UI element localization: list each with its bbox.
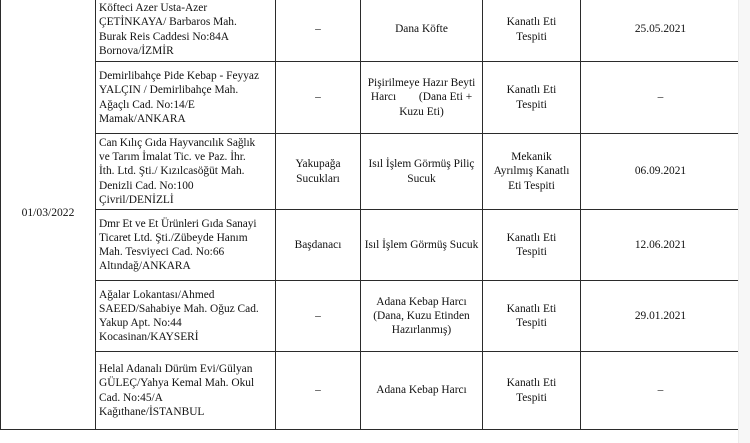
table-row [1,62,741,134]
firm-line: Denizli Cad. No:100 [99,179,194,192]
test-date-cell [581,352,741,430]
firm-line: Kocasinan/KAYSERİ [99,331,199,344]
table-row [1,0,741,62]
fault-cell [483,134,581,210]
brand-line: – [315,309,321,322]
firm-line: Kağıthane/İSTANBUL [99,405,205,418]
firm-cell [96,281,276,352]
product-line: Kuzu Eti) [399,105,444,118]
fault-line: Kanatlı Eti [506,84,557,97]
firm-line: İth. Ltd. Şti./ Kızılcasöğüt Mah. [99,165,245,178]
firm-line: Ticaret Ltd. Şti./Zübeyde Hanım [99,231,248,244]
fault-cell [483,0,581,62]
firm-cell [96,134,276,210]
firm-line: Yakup Apt. No:44 [99,317,182,329]
firm-line: GÜLEÇ/Yahya Kemal Mah. Okul [99,377,255,390]
fault-line: Tespiti [516,391,547,404]
fault-cell [483,210,581,281]
firm-line: Can Kılıç Gıda Hayvancılık Sağlık [99,136,256,149]
test-date-cell [581,62,741,134]
brand-line: – [315,23,321,36]
brand-cell [276,352,361,430]
product-line: Isıl İşlem Görmüş Piliç [368,158,475,171]
firm-line: Demirlibahçe Pide Kebap - Feyyaz [99,70,260,83]
fault-line: Kanatlı Eti [506,231,557,244]
firm-line: ÇETİNKAYA/ Barbaros Mah. [99,16,237,29]
fault-line: Kanatlı Eti [506,302,557,315]
brand-line: Başdanacı [294,238,342,251]
product-line: Harcı (Dana Eti + [370,91,473,104]
product-line: Hazırlanmış) [391,324,452,337]
fault-line: Tespiti [516,30,547,43]
fault-line: Tespiti [516,246,547,258]
firm-cell [96,62,276,134]
fault-line: Tespiti [516,317,547,329]
test-date-cell [581,210,741,281]
product-cell [361,352,483,430]
brand-cell [276,281,361,352]
brand-line: – [315,384,321,397]
firm-cell [96,0,276,62]
firm-line: Bornova/İZMİR [99,44,174,57]
viewer-edge [738,0,750,443]
firm-line: Helal Adanalı Dürüm Evi/Gülyan [99,363,253,376]
fault-line: Tespiti [516,98,547,111]
firm-cell [96,210,276,281]
table-row [1,281,741,352]
firm-line: Burak Reis Caddesi No:84A [99,30,230,43]
firm-cell [96,352,276,430]
test-date-cell [581,281,741,352]
fault-cell [483,62,581,134]
fault-line: Mekanik [511,151,552,164]
firm-line: ve Tarım İmalat Tic. ve Paz. İhr. [99,151,246,164]
product-line: Dana Köfte [395,23,448,36]
product-cell [361,210,483,281]
firm-line: Dmr Et ve Et Ürünleri Gıda Sanayi [99,217,257,230]
product-cell [361,62,483,134]
firm-line: Çivril/DENİZLİ [99,193,174,206]
brand-cell [276,62,361,134]
test-date: 12.06.2021 [634,238,687,251]
test-date: 25.05.2021 [634,23,687,36]
product-cell [361,134,483,210]
brand-cell [276,0,361,62]
test-date: 29.01.2021 [634,309,687,322]
brand-cell [276,134,361,210]
fault-cell [483,281,581,352]
table-row [1,134,741,210]
table-row [1,352,741,430]
fault-line: Kanatlı Eti [506,377,557,390]
firm-line: Ağalar Lokantası/Ahmed [99,288,215,301]
test-date: – [657,91,664,104]
date-value: 01/03/2022 [21,206,75,220]
product-line: Isıl İşlem Görmüş Sucuk [364,238,479,251]
test-date: – [657,384,664,397]
fault-line: Eti Tespiti [508,179,555,192]
table-row [1,210,741,281]
date-cell [1,0,96,430]
firm-line: Ağaçlı Cad. No:14/E [99,98,195,111]
firm-line: YALÇIN / Demirlibahçe Mah. [99,84,239,97]
product-line: Pişirilmeye Hazır Beyti [367,77,476,90]
test-date-cell [581,0,741,62]
test-date-cell [581,134,741,210]
firm-line: Mah. Tesviyeci Cad. No:66 [99,246,225,258]
fault-line: Kanatlı Eti [506,16,557,29]
firm-line: Mamak/ANKARA [99,112,186,125]
firm-line: Cad. No:45/A [99,391,163,404]
fault-cell [483,352,581,430]
product-line: Adana Kebap Harcı [376,384,467,397]
product-cell [361,0,483,62]
test-date: 06.09.2021 [634,165,687,178]
brand-line: – [315,91,321,104]
brand-line: Sucukları [296,172,340,185]
product-cell [361,281,483,352]
table-body [1,0,741,430]
fault-line: Ayrılmış Kanatlı [493,165,570,178]
product-line: Sucuk [407,172,436,185]
brand-line: Yakupağa [295,158,341,171]
firm-line: Altındağ/ANKARA [99,260,191,273]
brand-cell [276,210,361,281]
product-line: Adana Kebap Harcı [376,295,467,308]
product-line: (Dana, Kuzu Etinden [373,309,470,322]
firm-line: Köfteci Azer Usta-Azer [99,2,208,15]
firm-line: SAEED/Sahabiye Mah. Oğuz Cad. [99,302,259,315]
